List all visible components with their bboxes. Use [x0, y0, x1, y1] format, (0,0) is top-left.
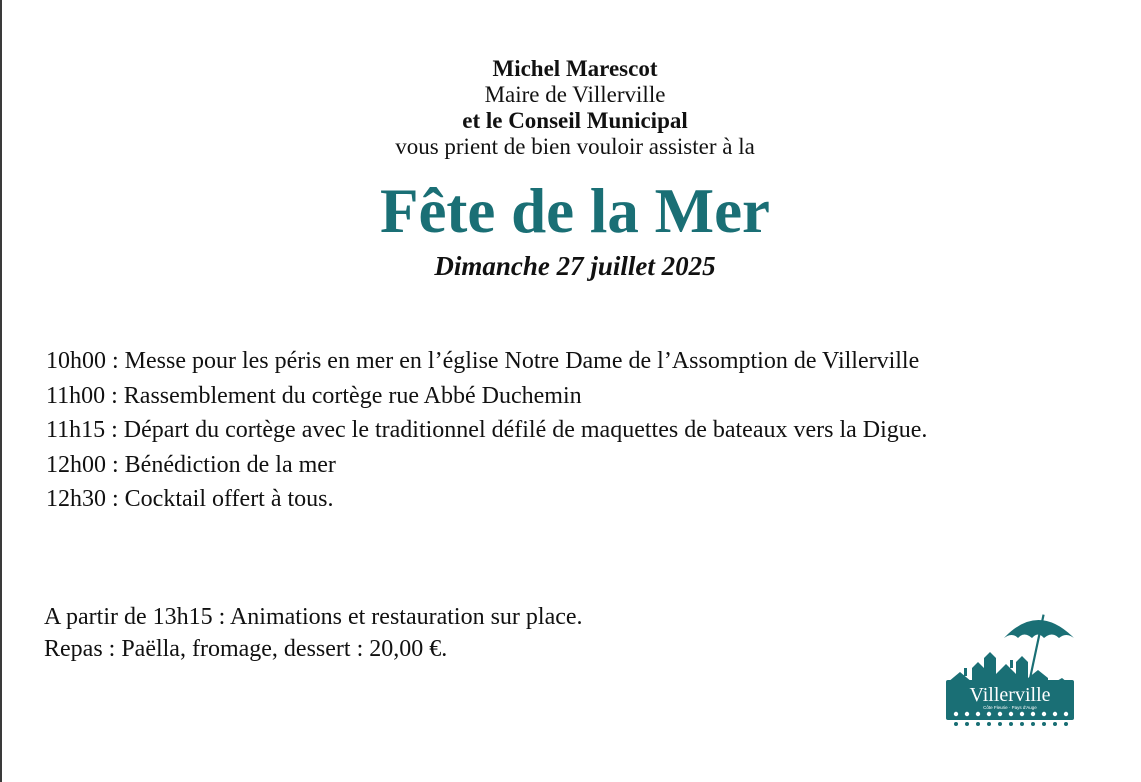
schedule-list: [46, 344, 1126, 517]
host-name: Michel Marescot: [492, 56, 658, 81]
event-title: Fête de la Mer: [379, 176, 771, 246]
event-date: Dimanche 27 juillet 2025: [434, 251, 716, 281]
invitation-header: [0, 56, 1141, 160]
meal-note: Repas : Paëlla, fromage, dessert : 20,00 €.: [44, 636, 448, 662]
schedule-item: 11h00 : Rassemblement du cortège rue Abbé Duchemin: [46, 382, 582, 409]
animations-note: A partir de 13h15 : Animations et restauration sur place.: [44, 604, 583, 630]
logo-tagline: Côte Fleurie · Pays d'Auge: [983, 705, 1037, 710]
invitation-request: vous prient de bien vouloir assister à la: [395, 134, 755, 159]
schedule-item: 12h00 : Bénédiction de la mer: [46, 451, 336, 478]
schedule-item: 12h30 : Cocktail offert à tous.: [46, 486, 334, 512]
host-title: Maire de Villerville: [484, 82, 666, 107]
schedule-item: 10h00 : Messe pour les péris en mer en l’église Notre Dame de l’Assomption de Villerville: [46, 348, 920, 374]
council-line: et le Conseil Municipal: [462, 108, 688, 133]
logo-name: Villerville: [969, 684, 1051, 706]
event-notes: [44, 601, 844, 665]
villerville-logo-icon: [942, 608, 1078, 730]
schedule-item: 11h15 : Départ du cortège avec le traditionnel défilé de maquettes de bateaux vers la Digue.: [46, 417, 928, 443]
